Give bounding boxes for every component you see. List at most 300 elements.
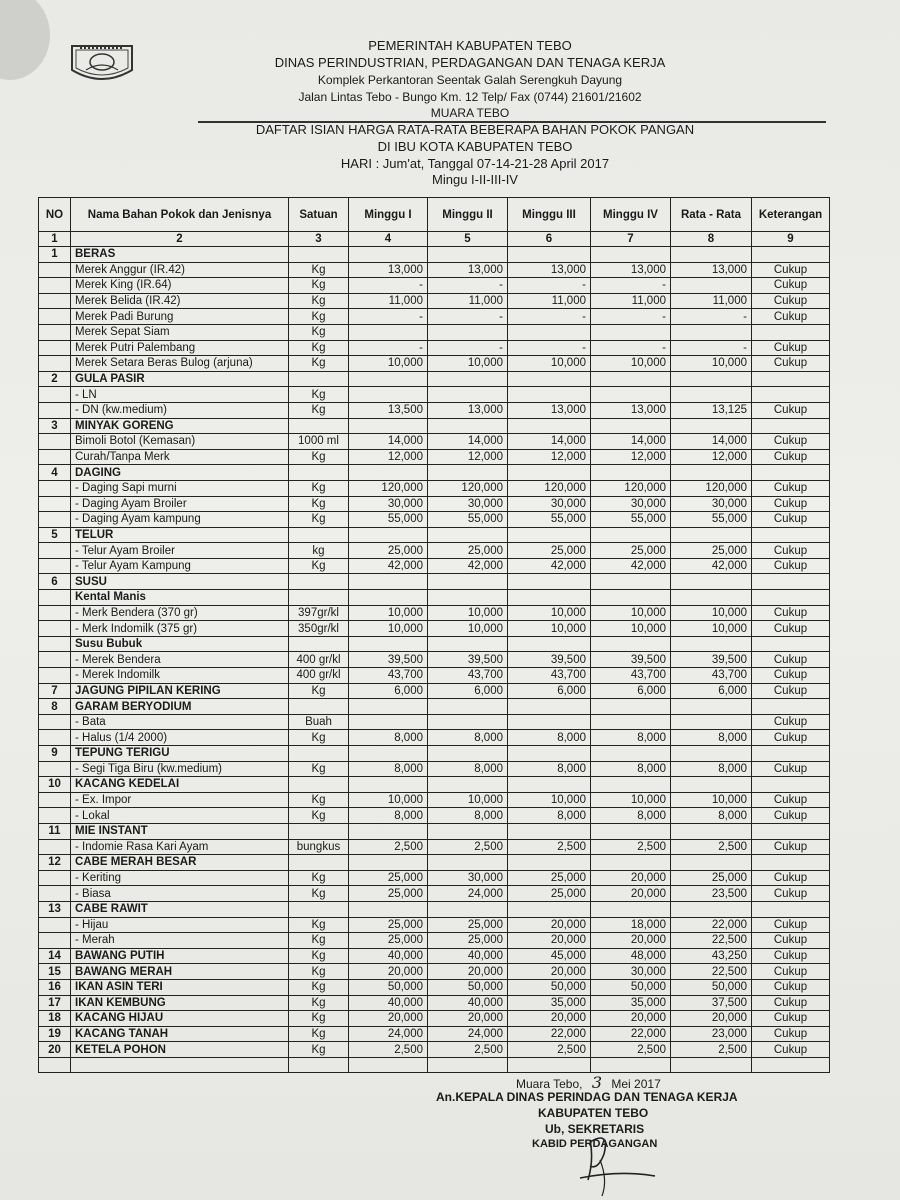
unit: Kg xyxy=(289,1011,349,1027)
item-name: GULA PASIR xyxy=(71,371,289,387)
unit: Kg xyxy=(289,761,349,777)
price-average: 8,000 xyxy=(671,761,752,777)
price-week2 xyxy=(428,901,508,917)
unit: Kg xyxy=(289,356,349,372)
price-average: 2,500 xyxy=(671,1042,752,1058)
unit xyxy=(289,371,349,387)
table-group-row xyxy=(39,683,830,699)
unit: Kg xyxy=(289,979,349,995)
price-week3: 2,500 xyxy=(508,839,591,855)
price-week1: 120,000 xyxy=(349,480,428,496)
remark xyxy=(752,247,830,263)
unit: Kg xyxy=(289,512,349,528)
place-date-prefix: Muara Tebo, xyxy=(516,1077,583,1091)
item-name: - Merk Indomilk (375 gr) xyxy=(71,621,289,637)
price-week1 xyxy=(349,777,428,793)
table-group-row xyxy=(39,823,830,839)
item-name: - Lokal xyxy=(71,808,289,824)
price-week2: 6,000 xyxy=(428,683,508,699)
price-average xyxy=(671,1057,752,1073)
price-week1 xyxy=(349,371,428,387)
price-week3: 22,000 xyxy=(508,1026,591,1042)
price-week4 xyxy=(591,699,671,715)
price-week2: 12,000 xyxy=(428,449,508,465)
item-name: DAGING xyxy=(71,465,289,481)
column-header: Satuan xyxy=(289,198,349,232)
punch-hole-decoration xyxy=(0,0,50,80)
price-week3: 20,000 xyxy=(508,964,591,980)
remark: Cukup xyxy=(752,792,830,808)
unit: Kg xyxy=(289,324,349,340)
remark xyxy=(752,1057,830,1073)
price-week2: 50,000 xyxy=(428,979,508,995)
row-number: 14 xyxy=(39,948,71,964)
item-name: TEPUNG TERIGU xyxy=(71,746,289,762)
table-group-row xyxy=(39,1011,830,1027)
price-week4: 35,000 xyxy=(591,995,671,1011)
column-number: 2 xyxy=(71,232,289,247)
price-average xyxy=(671,387,752,403)
table-row xyxy=(39,402,830,418)
price-week2: 30,000 xyxy=(428,870,508,886)
remark xyxy=(752,901,830,917)
unit: Kg xyxy=(289,449,349,465)
table-row xyxy=(39,761,830,777)
remark: Cukup xyxy=(752,995,830,1011)
price-week4: 8,000 xyxy=(591,730,671,746)
remark: Cukup xyxy=(752,558,830,574)
unit: Kg xyxy=(289,995,349,1011)
table-group-row xyxy=(39,948,830,964)
price-week1 xyxy=(349,636,428,652)
signatory-role: Ub, SEKRETARIS xyxy=(545,1122,645,1136)
price-average: 42,000 xyxy=(671,558,752,574)
price-week2: 10,000 xyxy=(428,605,508,621)
remark: Cukup xyxy=(752,652,830,668)
price-week4: 14,000 xyxy=(591,434,671,450)
item-name xyxy=(71,1057,289,1073)
price-week4: 20,000 xyxy=(591,870,671,886)
column-header: Minggu IV xyxy=(591,198,671,232)
price-week3: 10,000 xyxy=(508,605,591,621)
table-row xyxy=(39,543,830,559)
remark: Cukup xyxy=(752,964,830,980)
price-week1: 8,000 xyxy=(349,761,428,777)
item-name: - Merah xyxy=(71,933,289,949)
row-number xyxy=(39,808,71,824)
price-week3: 35,000 xyxy=(508,995,591,1011)
price-week3 xyxy=(508,699,591,715)
price-week3: - xyxy=(508,278,591,294)
unit: Kg xyxy=(289,792,349,808)
price-week2 xyxy=(428,823,508,839)
document-date-line: HARI : Jum'at, Tanggal 07-14-21-28 April 2017 xyxy=(340,156,610,171)
row-number xyxy=(39,792,71,808)
column-header: Minggu I xyxy=(349,198,428,232)
row-number xyxy=(39,356,71,372)
item-name: Merek Putri Palembang xyxy=(71,340,289,356)
price-week1: 2,500 xyxy=(349,839,428,855)
price-week4 xyxy=(591,324,671,340)
table-group-row xyxy=(39,964,830,980)
column-header: NO xyxy=(39,198,71,232)
price-week4: 50,000 xyxy=(591,979,671,995)
price-week1: 2,500 xyxy=(349,1042,428,1058)
remark: Cukup xyxy=(752,917,830,933)
column-header: Minggu III xyxy=(508,198,591,232)
price-week2: 39,500 xyxy=(428,652,508,668)
price-average: 11,000 xyxy=(671,293,752,309)
price-week3: 55,000 xyxy=(508,512,591,528)
column-number-row xyxy=(39,232,830,247)
price-week3: 42,000 xyxy=(508,558,591,574)
price-week2: - xyxy=(428,278,508,294)
price-week2: 25,000 xyxy=(428,933,508,949)
price-week4: 2,500 xyxy=(591,839,671,855)
unit: Kg xyxy=(289,558,349,574)
price-week2: 13,000 xyxy=(428,262,508,278)
table-row xyxy=(39,324,830,340)
price-average: 39,500 xyxy=(671,652,752,668)
price-week1: 10,000 xyxy=(349,356,428,372)
price-average: 22,500 xyxy=(671,933,752,949)
price-week1 xyxy=(349,823,428,839)
unit: Kg xyxy=(289,262,349,278)
item-name: Kental Manis xyxy=(71,590,289,606)
price-week1 xyxy=(349,590,428,606)
unit: Kg xyxy=(289,309,349,325)
price-week1: 25,000 xyxy=(349,870,428,886)
price-week4: 42,000 xyxy=(591,558,671,574)
unit: Kg xyxy=(289,886,349,902)
table-group-row xyxy=(39,247,830,263)
unit xyxy=(289,746,349,762)
price-week2: - xyxy=(428,340,508,356)
remark xyxy=(752,387,830,403)
price-week1: 40,000 xyxy=(349,948,428,964)
price-week2 xyxy=(428,527,508,543)
unit: 350gr/kl xyxy=(289,621,349,637)
price-week1: 13,000 xyxy=(349,262,428,278)
item-name: Merek Padi Burung xyxy=(71,309,289,325)
table-row xyxy=(39,434,830,450)
unit xyxy=(289,465,349,481)
row-number xyxy=(39,402,71,418)
table-row xyxy=(39,668,830,684)
remark: Cukup xyxy=(752,683,830,699)
price-week2 xyxy=(428,371,508,387)
row-number xyxy=(39,480,71,496)
row-number: 7 xyxy=(39,683,71,699)
price-week4: 6,000 xyxy=(591,683,671,699)
price-week3 xyxy=(508,324,591,340)
table-row xyxy=(39,933,830,949)
price-week2: 8,000 xyxy=(428,761,508,777)
price-week4 xyxy=(591,777,671,793)
table-row xyxy=(39,387,830,403)
price-week1: 14,000 xyxy=(349,434,428,450)
price-week4: 10,000 xyxy=(591,792,671,808)
row-number xyxy=(39,293,71,309)
price-week3 xyxy=(508,746,591,762)
table-group-row xyxy=(39,699,830,715)
price-average: 30,000 xyxy=(671,496,752,512)
price-week2: 25,000 xyxy=(428,917,508,933)
price-week2: 14,000 xyxy=(428,434,508,450)
price-average xyxy=(671,418,752,434)
price-average xyxy=(671,823,752,839)
row-number: 20 xyxy=(39,1042,71,1058)
price-week1: - xyxy=(349,309,428,325)
price-week3: 10,000 xyxy=(508,356,591,372)
price-week3: 10,000 xyxy=(508,792,591,808)
table-body xyxy=(39,247,830,1073)
table-group-row xyxy=(39,418,830,434)
row-number: 18 xyxy=(39,1011,71,1027)
item-name: Merek Sepat Siam xyxy=(71,324,289,340)
remark xyxy=(752,746,830,762)
remark: Cukup xyxy=(752,1026,830,1042)
table-row xyxy=(39,340,830,356)
unit xyxy=(289,247,349,263)
price-week2: 2,500 xyxy=(428,839,508,855)
price-week4: 30,000 xyxy=(591,964,671,980)
unit: 400 gr/kl xyxy=(289,652,349,668)
table-row xyxy=(39,278,830,294)
row-number xyxy=(39,449,71,465)
remark: Cukup xyxy=(752,808,830,824)
table-row xyxy=(39,808,830,824)
price-week4: 10,000 xyxy=(591,356,671,372)
price-week3: 11,000 xyxy=(508,293,591,309)
item-name: BAWANG PUTIH xyxy=(71,948,289,964)
table-row xyxy=(39,449,830,465)
price-week4 xyxy=(591,901,671,917)
price-average: - xyxy=(671,340,752,356)
unit xyxy=(289,527,349,543)
item-name: - Bata xyxy=(71,714,289,730)
price-week4: 55,000 xyxy=(591,512,671,528)
price-average: 43,700 xyxy=(671,668,752,684)
table-group-row xyxy=(39,465,830,481)
document-title: DAFTAR ISIAN HARGA RATA-RATA BEBERAPA BAHAN POKOK PANGAN xyxy=(255,122,695,137)
price-week4 xyxy=(591,527,671,543)
unit xyxy=(289,636,349,652)
unit: Kg xyxy=(289,948,349,964)
remark: Cukup xyxy=(752,761,830,777)
price-week4: 2,500 xyxy=(591,1042,671,1058)
remark: Cukup xyxy=(752,278,830,294)
unit: Kg xyxy=(289,340,349,356)
unit: Kg xyxy=(289,933,349,949)
row-number xyxy=(39,1057,71,1073)
item-name: - Merek Bendera xyxy=(71,652,289,668)
price-week4 xyxy=(591,465,671,481)
row-number xyxy=(39,652,71,668)
price-week4 xyxy=(591,574,671,590)
row-number xyxy=(39,730,71,746)
item-name: GARAM BERYODIUM xyxy=(71,699,289,715)
price-average: 10,000 xyxy=(671,792,752,808)
price-week3: 25,000 xyxy=(508,543,591,559)
price-week3 xyxy=(508,387,591,403)
price-week4 xyxy=(591,387,671,403)
item-name: KACANG KEDELAI xyxy=(71,777,289,793)
price-week4: 13,000 xyxy=(591,402,671,418)
unit: 397gr/kl xyxy=(289,605,349,621)
unit xyxy=(289,699,349,715)
row-number xyxy=(39,668,71,684)
price-week4 xyxy=(591,855,671,871)
item-name: Bimoli Botol (Kemasan) xyxy=(71,434,289,450)
column-number: 9 xyxy=(752,232,830,247)
row-number xyxy=(39,590,71,606)
unit xyxy=(289,823,349,839)
column-header: Minggu II xyxy=(428,198,508,232)
table-row xyxy=(39,652,830,668)
item-name: TELUR xyxy=(71,527,289,543)
row-number: 1 xyxy=(39,247,71,263)
price-week1 xyxy=(349,574,428,590)
table-group-row xyxy=(39,855,830,871)
row-number: 12 xyxy=(39,855,71,871)
row-number xyxy=(39,839,71,855)
address-line: Jalan Lintas Tebo - Bungo Km. 12 Telp/ Fax (0744) 21601/21602 xyxy=(298,90,642,104)
price-week1: 25,000 xyxy=(349,917,428,933)
row-number: 19 xyxy=(39,1026,71,1042)
price-week4: - xyxy=(591,309,671,325)
row-number xyxy=(39,340,71,356)
price-week2 xyxy=(428,590,508,606)
price-week3 xyxy=(508,527,591,543)
table-row xyxy=(39,262,830,278)
price-week2: 40,000 xyxy=(428,995,508,1011)
price-week3: 14,000 xyxy=(508,434,591,450)
price-average: 25,000 xyxy=(671,870,752,886)
price-week1: 25,000 xyxy=(349,543,428,559)
price-week4 xyxy=(591,1057,671,1073)
remark: Cukup xyxy=(752,621,830,637)
row-number xyxy=(39,324,71,340)
price-average: 23,000 xyxy=(671,1026,752,1042)
remark xyxy=(752,465,830,481)
price-week1: 10,000 xyxy=(349,621,428,637)
row-number xyxy=(39,278,71,294)
handwritten-day: 3 xyxy=(591,1073,603,1092)
item-name: - DN (kw.medium) xyxy=(71,402,289,418)
price-week3 xyxy=(508,371,591,387)
price-week2 xyxy=(428,574,508,590)
item-name: IKAN ASIN TERI xyxy=(71,979,289,995)
price-week4: 8,000 xyxy=(591,808,671,824)
remark xyxy=(752,527,830,543)
row-number xyxy=(39,387,71,403)
price-week2: 42,000 xyxy=(428,558,508,574)
column-header: Rata - Rata xyxy=(671,198,752,232)
unit: Kg xyxy=(289,808,349,824)
price-week3 xyxy=(508,574,591,590)
price-week4: 43,700 xyxy=(591,668,671,684)
price-average: 43,250 xyxy=(671,948,752,964)
remark xyxy=(752,777,830,793)
price-week1 xyxy=(349,855,428,871)
price-average xyxy=(671,901,752,917)
item-name: - Merk Bendera (370 gr) xyxy=(71,605,289,621)
price-average: - xyxy=(671,309,752,325)
price-week1: 13,500 xyxy=(349,402,428,418)
price-week2 xyxy=(428,855,508,871)
price-average xyxy=(671,465,752,481)
price-week2: 11,000 xyxy=(428,293,508,309)
row-number xyxy=(39,886,71,902)
price-week2 xyxy=(428,746,508,762)
item-name: JAGUNG PIPILAN KERING xyxy=(71,683,289,699)
unit: Kg xyxy=(289,496,349,512)
item-name: - LN xyxy=(71,387,289,403)
table-group-row xyxy=(39,636,830,652)
price-week4: 8,000 xyxy=(591,761,671,777)
price-week1 xyxy=(349,418,428,434)
price-average xyxy=(671,746,752,762)
handwritten-signature xyxy=(560,1120,670,1200)
item-name: - Biasa xyxy=(71,886,289,902)
price-week3: 2,500 xyxy=(508,1042,591,1058)
table-row xyxy=(39,496,830,512)
row-number: 16 xyxy=(39,979,71,995)
price-week2: 25,000 xyxy=(428,543,508,559)
row-number xyxy=(39,933,71,949)
table-row xyxy=(39,480,830,496)
price-week3: 8,000 xyxy=(508,730,591,746)
price-average: 37,500 xyxy=(671,995,752,1011)
price-week1: 39,500 xyxy=(349,652,428,668)
item-name: - Keriting xyxy=(71,870,289,886)
table-group-row xyxy=(39,1026,830,1042)
agency-header-line: DINAS PERINDUSTRIAN, PERDAGANGAN DAN TENAGA KERJA xyxy=(274,55,666,70)
price-week4: 18,000 xyxy=(591,917,671,933)
regency-emblem-icon xyxy=(66,40,138,86)
price-week2: 30,000 xyxy=(428,496,508,512)
price-week3: 8,000 xyxy=(508,761,591,777)
price-week1 xyxy=(349,527,428,543)
table-row xyxy=(39,839,830,855)
price-week2: 120,000 xyxy=(428,480,508,496)
price-week2: 24,000 xyxy=(428,886,508,902)
row-number: 11 xyxy=(39,823,71,839)
address-line: Komplek Perkantoran Seentak Galah Serengkuh Dayung xyxy=(317,73,623,87)
price-week4 xyxy=(591,636,671,652)
signatory-title: An.KEPALA DINAS PERINDAG DAN TENAGA KERJA xyxy=(436,1090,738,1104)
remark xyxy=(752,371,830,387)
price-week4: 20,000 xyxy=(591,886,671,902)
table-row xyxy=(39,792,830,808)
row-number xyxy=(39,558,71,574)
signatory-regency: KABUPATEN TEBO xyxy=(538,1106,649,1120)
price-week2: 20,000 xyxy=(428,964,508,980)
price-week3: 20,000 xyxy=(508,933,591,949)
document-week-line: Mingu I-II-III-IV xyxy=(432,172,518,187)
column-number: 8 xyxy=(671,232,752,247)
unit: Kg xyxy=(289,1042,349,1058)
column-number: 4 xyxy=(349,232,428,247)
price-week2: 24,000 xyxy=(428,1026,508,1042)
item-name: Merek Anggur (IR.42) xyxy=(71,262,289,278)
row-number xyxy=(39,917,71,933)
remark xyxy=(752,324,830,340)
price-week1: 25,000 xyxy=(349,886,428,902)
table-row xyxy=(39,293,830,309)
item-name: - Daging Ayam kampung xyxy=(71,512,289,528)
